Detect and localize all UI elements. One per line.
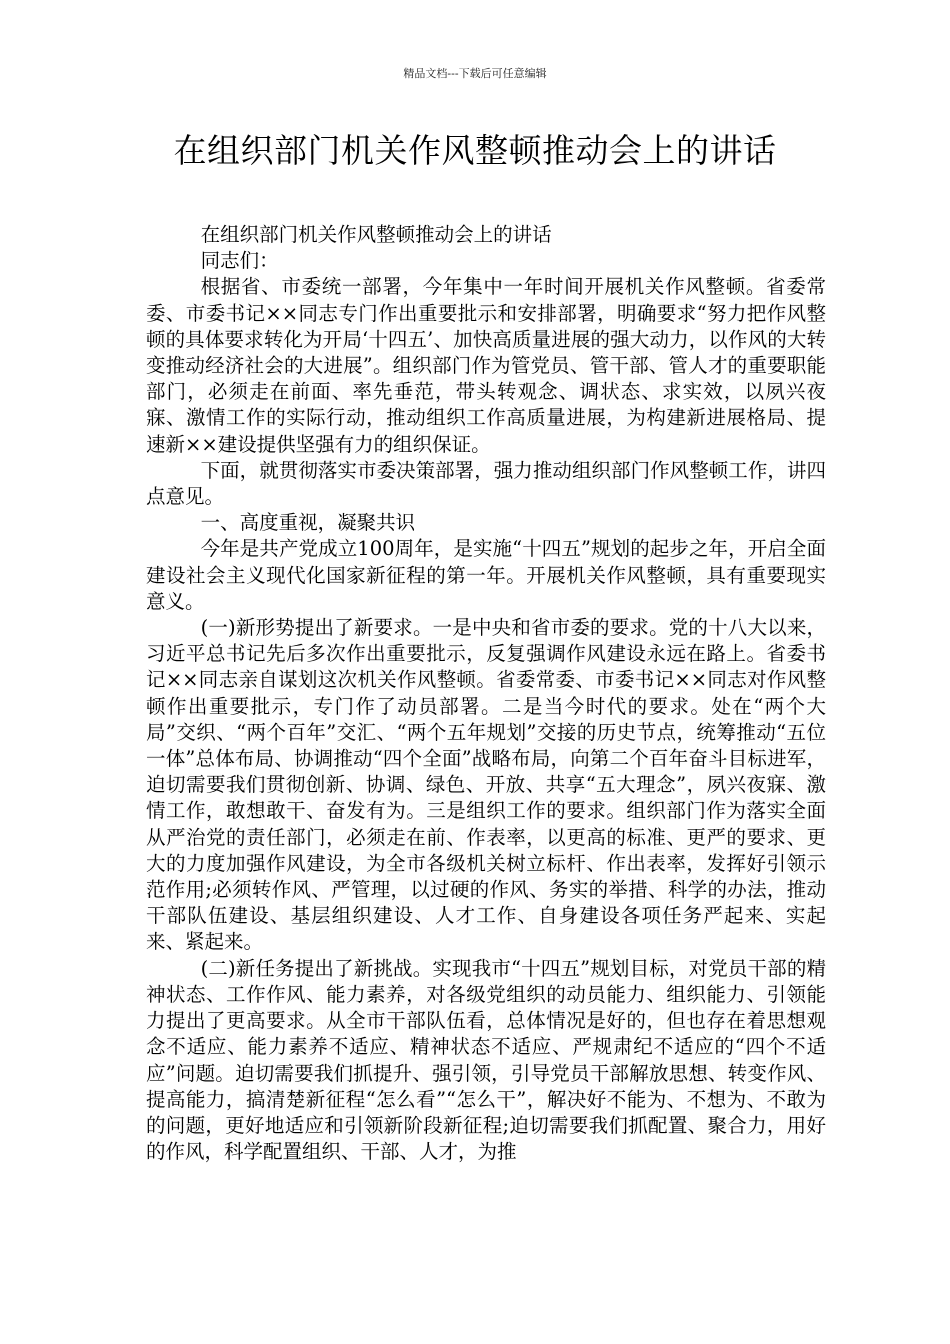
- document-title: 在组织部门机关作风整顿推动会上的讲话: [173, 131, 777, 170]
- body-paragraph-title-repeat: 在组织部门机关作风整顿推动会上的讲话: [200, 223, 552, 246]
- body-paragraph: 下面，就贯彻落实市委决策部署，强力推动组织部门作风整顿工作，讲四点意见。: [146, 458, 826, 509]
- body-paragraph: (二)新任务提出了新挑战。实现我市“十四五”规划目标，对党员干部的精神状态、工作作风、能力素养，对各级党组织的动员能力、组织能力、引领能力提出了更高要求。从全市干部队伍看，总体情况是好的，但也存在着思想观念不适应、能力素养不适应、精神状态不适应、严规肃纪不适应的“四个不适应”问题。迫切需要我们抓提升、强引领，引导党员干部解放思想、转变作风、提高能力，搞清楚新征程“怎么看”“怎么干”，解决好不能为、不想为、不敢为的问题，更好地适应和引领新阶段新征程;迫切需要我们抓配置、聚合力，用好的作风，科学配置组织、干部、人才，为推: [146, 956, 826, 1164]
- body-paragraph: 今年是共产党成立100周年，是实施“十四五”规划的起步之年，开启全面建设社会主义现代化国家新征程的第一年。开展机关作风整顿，具有重要现实意义。: [146, 537, 826, 613]
- body-paragraph: 根据省、市委统一部署，今年集中一年时间开展机关作风整顿。省委常委、市委书记××同志专门作出重要批示和安排部署，明确要求“努力把作风整顿的具体要求转化为开局‘十四五’、加快高质量进展的强大动力，以作风的大转变推动经济社会的大进展”。组织部门作为管党员、管干部、管人才的重要职能部门，必须走在前面、率先垂范，带头转观念、调状态、求实效，以夙兴夜寐、激情工作的实际行动，推动组织工作高质量进展，为构建新进展格局、提速新××建设提供坚强有力的组织保证。: [146, 275, 826, 456]
- body-paragraph-salutation: 同志们：: [200, 249, 279, 273]
- section-heading: 一、高度重视，凝聚共识: [200, 511, 416, 535]
- page-header: 精品文档---下载后可任意编辑: [403, 67, 547, 80]
- document-body: [146, 222, 826, 1165]
- body-paragraph: (一)新形势提出了新要求。一是中央和省市委的要求。党的十八大以来，习近平总书记先后多次作出重要批示，反复强调作风建设永远在路上。省委书记××同志亲自谋划这次机关作风整顿。省委常委、市委书记××同志对作风整顿作出重要批示，专门作了动员部署。二是当今时代的要求。处在“两个大局”交织、“两个百年”交汇、“两个五年规划”交接的历史节点，统筹推动“五位一体”总体布局、协调推动“四个全面”战略布局，向第二个百年奋斗目标进军，迫切需要我们贯彻创新、协调、绿色、开放、共享“五大理念”，夙兴夜寐、激情工作，敢想敢干、奋发有为。三是组织工作的要求。组织部门作为落实全面从严治党的责任部门，必须走在前、作表率，以更高的标准、更严的要求、更大的力度加强作风建设，为全市各级机关树立标杆、作出表率，发挥好引领示范作用;必须转作风、严管理，以过硬的作风、务实的举措、科学的办法，推动干部队伍建设、基层组织建设、人才工作、自身建设各项任务严起来、实起来、紧起来。: [146, 616, 826, 954]
